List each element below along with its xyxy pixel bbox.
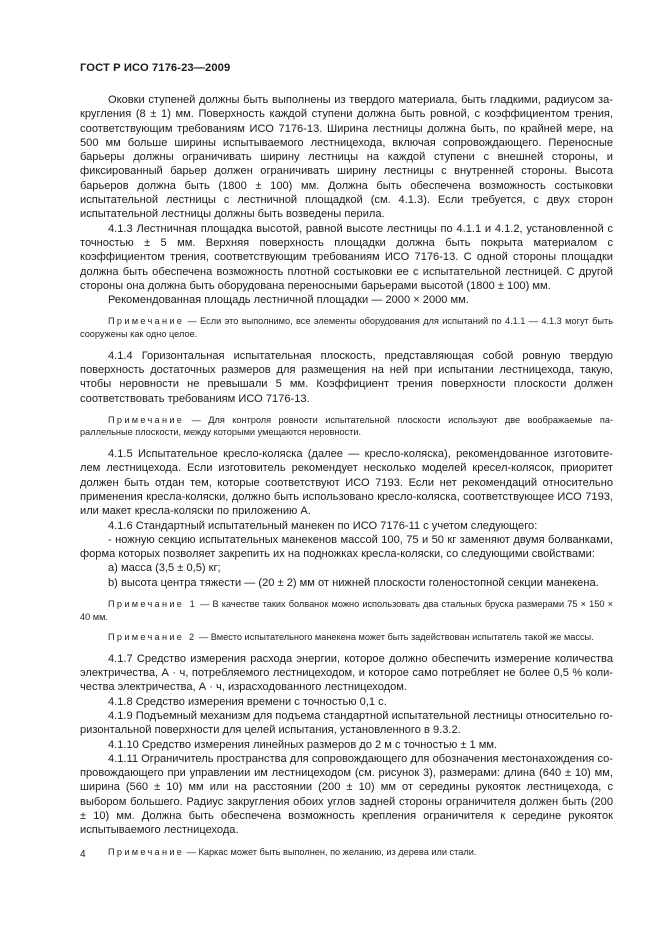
- list-item-b: b) высота центра тяжести — (20 ± 2) мм от нижней плоскости голеностопной секции манекена.: [108, 576, 599, 589]
- note-text: — Для контроля ровности испытательной плоскости используют две воображаемые параллельные плоскости, между которыми умещаются неровности.: [80, 414, 613, 438]
- note-text: — Вместо испытательного манекена может быть задействован испытатель такой же массы.: [196, 632, 594, 643]
- paragraph-stairs-fittings: Оковки ступеней должны быть выполнены из твердого материала, быть гладкими, радиусом закругления (8 ± 1) мм. Поверхность каждой ступени должна быть ровной, с коэффициентом трения, соответствующим требованиям ИСО 7176-13. Ширина лестницы должна быть, по крайней мере, на 500 мм больше ширины испытываемого лестницехода, включая сопровождающего. Переносные барьеры должны ограничивать ширину лестницы на каждой ступени с внешней стороны, и фиксированный барьер должен ограничивать ширину лестницы с внутренней стороны. Высота барьеров должна быть (1800 ± 100) мм. Должна быть обеспечена возможность состыковки испытательной лестницы с лестничной площадкой (см. 4.1.3). Если требуется, с двух сторон испытательной лестницы должны быть возведены перила.: [80, 94, 613, 221]
- note-label: Примечание: [108, 846, 185, 857]
- paragraph-4-1-6: 4.1.6 Стандартный испытательный манекен по ИСО 7176-11 с учетом следующего:: [108, 519, 538, 532]
- note-label: Примечание 1: [108, 598, 198, 609]
- paragraph-4-1-8: 4.1.8 Средство измерения времени с точностью 0,1 с.: [108, 695, 387, 708]
- note-text: — Если это выполнимо, все элементы оборудования для испытаний по 4.1.1 — 4.1.3 могут быть сооружены как одно целое.: [80, 316, 613, 340]
- paragraph-4-1-11: 4.1.11 Ограничитель пространства для сопровождающего для обозначения местонахождения сопровождающего при управлении им лестницеходом (см. рисунок 3), размерами: длина (640 ± 10) мм, ширина (560 ± 10) мм или на расстоянии (200 ± 10) мм от середины рукояток лестницехода, с выбором большего. Радиус закругления обоих углов задней стороны ограничителя должен быть (200 ± 10) мм. Должна быть обеспечена возможность крепления ограничителя к середине рукояток испытываемого лестницехода.: [80, 752, 613, 837]
- paragraph-4-1-5: 4.1.5 Испытательное кресло-коляска (далее — кресло-коляска), рекомендованное изготовителем лестницехода. Если изготовитель рекомендует несколько моделей кресел-колясок, приоритет должен быть отдан тем, которые соответствуют ИСО 7193. Если нет рекомендаций относительно применения кресла-коляски, должно быть использовано кресло-коляска, соответствующее ИСО 7193, или макет кресла-коляски по приложению А.: [80, 448, 613, 518]
- paragraph-4-1-9: 4.1.9 Подъемный механизм для подъема стандартной испытательной лестницы относительно горизонтальной поверхности для целей испытания, установленного в 9.3.2.: [80, 709, 613, 737]
- note-1-blocks: [80, 598, 613, 623]
- list-item-a: а) масса (3,5 ± 0,5) кг;: [108, 562, 221, 575]
- note-flatness: [80, 414, 613, 439]
- paragraph-4-1-6-leg: - ножную секцию испытательных манекенов массой 100, 75 и 50 кг заменяют двумя болванками, форма которых позволяет закрепить их на подножках кресла-коляски, со следующими свойствами:: [80, 533, 613, 561]
- note-label: Примечание: [108, 316, 185, 327]
- note-frame: [80, 846, 613, 859]
- paragraph-4-1-4: 4.1.4 Горизонтальная испытательная плоскость, представляющая собой ровную твердую поверхность достаточных размеров для размещения на ней при испытании лестницехода, такую, чтобы неровности не превышали 5 мм. Коэффициент трения поверхности плоскости должен соответствовать требованиям ИСО 7176-13.: [80, 349, 613, 405]
- note-text: — Каркас может быть выполнен, по желанию, из дерева или стали.: [184, 846, 477, 857]
- document-header: ГОСТ Р ИСО 7176-23—2009: [80, 62, 231, 74]
- paragraph-4-1-3: 4.1.3 Лестничная площадка высотой, равной высоте лестницы по 4.1.1 и 4.1.2, установленной с точностью ± 5 мм. Верхняя поверхность площадки должна быть покрыта материалом с коэффициентом трения, соответствующим требованиям ИСО 7176-13. С одной стороны площадки должна быть обеспечена возможность плотной состыковки ее с испытательной лестницей. С другой стороны она должна быть оборудована переносными барьерами высотой (1800 ± 100) мм.: [80, 222, 613, 292]
- paragraph-4-1-10: 4.1.10 Средство измерения линейных размеров до 2 м с точностью ± 1 мм.: [108, 738, 498, 751]
- document-body: [80, 93, 613, 866]
- note-2-tester: [80, 631, 613, 644]
- note-label: Примечание: [108, 414, 185, 425]
- page-number: 4: [80, 849, 86, 860]
- paragraph-4-1-3-area: Рекомендованная площадь лестничной площадки — 2000 × 2000 мм.: [108, 294, 469, 307]
- note-text: — В качестве таких болванок можно использовать два стальных бруска размерами 75 × 150 × 40 мм.: [80, 598, 613, 622]
- paragraph-4-1-7: 4.1.7 Средство измерения расхода энергии, которое должно обеспечить измерение количества электричества, А · ч, потребляемого лестницеходом, и которое само потребляет не более 0,5 % количества электричества, А · ч, израсходованного лестницеходом.: [80, 652, 613, 694]
- note-label: Примечание 2: [108, 632, 197, 643]
- note-equipment: [80, 315, 613, 340]
